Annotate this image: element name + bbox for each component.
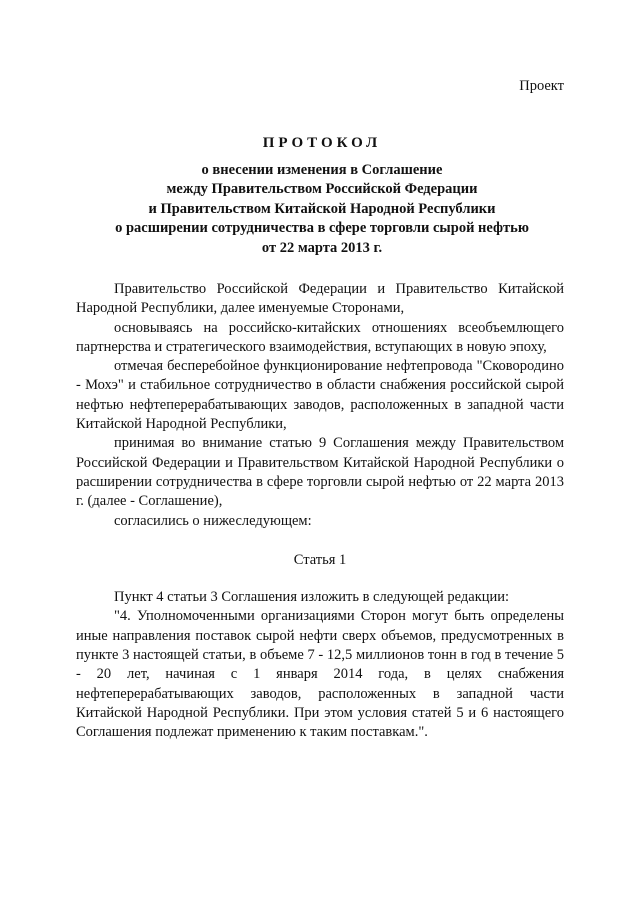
- article-heading: Статья 1: [293, 551, 347, 568]
- subtitle-line: и Правительством Китайской Народной Республики: [148, 200, 496, 217]
- subtitle-line: между Правительством Российской Федерации: [166, 181, 478, 197]
- subtitle-line: о расширении сотрудничества в сфере торговли сырой нефтью: [115, 220, 529, 236]
- document-title: ПРОТОКОЛ: [262, 135, 382, 151]
- preamble-paragraph: согласились о нижеследующем:: [114, 512, 312, 529]
- preamble-paragraph: отмечая бесперебойное функционирование нефтепровода "Сковородино - Мохэ" и стабильное сотрудничество в области снабжения российской сырой нефтью нефтеперерабатывающих заводов, расположенных в западной части Китайской Народной Республики,: [76, 358, 564, 433]
- document-body: [76, 280, 564, 743]
- article-paragraph: "4. Уполномоченными организациями Сторон могут быть определены иные направления поставок сырой нефти сверх объемов, предусмотренных в пункте 3 настоящей статьи, в объеме 7 - 12,5 миллионов тонн в год в течение 5 - 20 лет, начиная с 1 января 2014 года, в целях снабжения нефтеперерабатывающих заводов, расположенных в западной части Китайской Народной Республики. При этом условия статей 5 и 6 настоящего Соглашения подлежат применению к таким поставкам.".: [76, 608, 564, 741]
- draft-label: Проект: [519, 78, 564, 94]
- preamble-paragraph: основываясь на российско-китайских отношениях всеобъемлющего партнерства и стратегического взаимодействия, вступающих в новую эпоху,: [76, 319, 564, 355]
- preamble-paragraph: Правительство Российской Федерации и Правительство Китайской Народной Республики, далее именуемые Сторонами,: [76, 281, 564, 317]
- title-block: [80, 134, 564, 258]
- subtitle-line: о внесении изменения в Соглашение: [201, 161, 443, 178]
- preamble-paragraph: принимая во внимание статью 9 Соглашения между Правительством Российской Федерации и Правительством Китайской Народной Республики о расширении сотрудничества в сфере торговли сырой нефтью от 22 марта 2013 г. (далее - Соглашение),: [76, 435, 564, 510]
- article-paragraph: Пункт 4 статьи 3 Соглашения изложить в следующей редакции:: [114, 589, 510, 606]
- subtitle-line: от 22 марта 2013 г.: [261, 239, 383, 256]
